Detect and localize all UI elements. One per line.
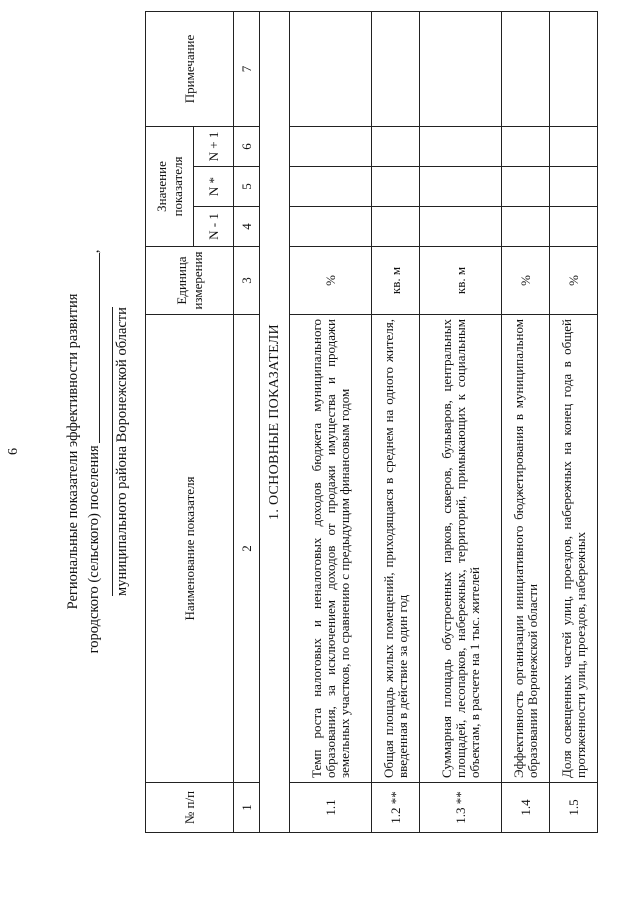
row-name: Общая площадь жилых помещений, приходящаяся в среднем на одного жителя, введенная в действие за один год — [372, 315, 420, 783]
header-value-group: Значение показателя — [146, 126, 194, 246]
value-cell — [290, 207, 372, 247]
title-line-1: Региональные показатели эффективности развития — [65, 293, 81, 610]
settlement-blank-field — [85, 253, 100, 443]
value-cell — [420, 126, 502, 166]
title-line-2-comma: , — [86, 249, 102, 254]
value-cell — [502, 126, 550, 166]
row-num: 1.1 — [290, 783, 372, 833]
header-unit: Единица измерения — [146, 247, 234, 315]
col-number: 6 — [234, 126, 260, 166]
note-cell — [502, 11, 550, 126]
row-num: 1.4 — [502, 783, 550, 833]
value-cell — [372, 167, 420, 207]
value-cell — [372, 207, 420, 247]
note-cell — [372, 11, 420, 126]
table-row — [550, 11, 598, 832]
value-cell — [290, 167, 372, 207]
col-number: 7 — [234, 11, 260, 126]
note-cell — [290, 11, 372, 126]
section-title: 1. ОСНОВНЫЕ ПОКАЗАТЕЛИ — [260, 11, 290, 832]
title-line-3 — [113, 0, 131, 903]
col-number: 4 — [234, 207, 260, 247]
header-name: Наименование показателя — [146, 315, 234, 783]
note-cell — [420, 11, 502, 126]
indicators-table — [145, 11, 598, 833]
row-unit: % — [550, 247, 598, 315]
value-cell — [502, 167, 550, 207]
row-name: Эффективность организации инициативного бюджетирования в муниципальном образовании Воронежской области — [502, 315, 550, 783]
page-number: 6 — [6, 448, 21, 455]
row-name: Доля освещенных частей улиц, проездов, набережных на конец года в общей протяженности улиц, проездов, набережных — [550, 315, 598, 783]
value-cell — [550, 126, 598, 166]
header-note: Примечание — [146, 11, 234, 126]
column-number-row — [234, 11, 260, 832]
note-cell — [550, 11, 598, 126]
row-unit: кв. м — [420, 247, 502, 315]
row-unit: кв. м — [372, 247, 420, 315]
row-unit: % — [290, 247, 372, 315]
value-cell — [290, 126, 372, 166]
col-number: 2 — [234, 315, 260, 783]
row-name: Темп роста налоговых и неналоговых доходов бюджета муниципального образования, за исключением доходов от продажи имущества и продажи земельных участков, по сравнению с предыдущим финансовым годом — [290, 315, 372, 783]
col-number: 3 — [234, 247, 260, 315]
title-line-3-text: муниципального района Воронежской области — [114, 307, 130, 596]
table-row — [372, 11, 420, 832]
value-cell — [420, 207, 502, 247]
header-n: N * — [194, 167, 234, 207]
title-line-2 — [85, 0, 103, 903]
table-row — [502, 11, 550, 832]
row-name: Суммарная площадь обустроенных парков, скверов, бульваров, центральных площадей, лесопарков, набережных, территорий, примыкающих к социальным объектам, в расчете на 1 тыс. жителей — [420, 315, 502, 783]
row-unit: % — [502, 247, 550, 315]
header-row-1 — [146, 11, 194, 832]
table-row — [290, 11, 372, 832]
value-cell — [420, 167, 502, 207]
col-number: 5 — [234, 167, 260, 207]
title-line-2-text: городского (сельского) поселения — [86, 445, 102, 654]
header-n-minus-1: N - 1 — [194, 207, 234, 247]
value-cell — [550, 167, 598, 207]
header-num: № п/п — [146, 783, 234, 833]
value-cell — [502, 207, 550, 247]
row-num: 1.3 ** — [420, 783, 502, 833]
col-number: 1 — [234, 783, 260, 833]
table-row — [420, 11, 502, 832]
row-num: 1.5 — [550, 783, 598, 833]
value-cell — [372, 126, 420, 166]
header-n-plus-1: N + 1 — [194, 126, 234, 166]
row-num: 1.2 ** — [372, 783, 420, 833]
section-row — [260, 11, 290, 832]
value-cell — [550, 207, 598, 247]
